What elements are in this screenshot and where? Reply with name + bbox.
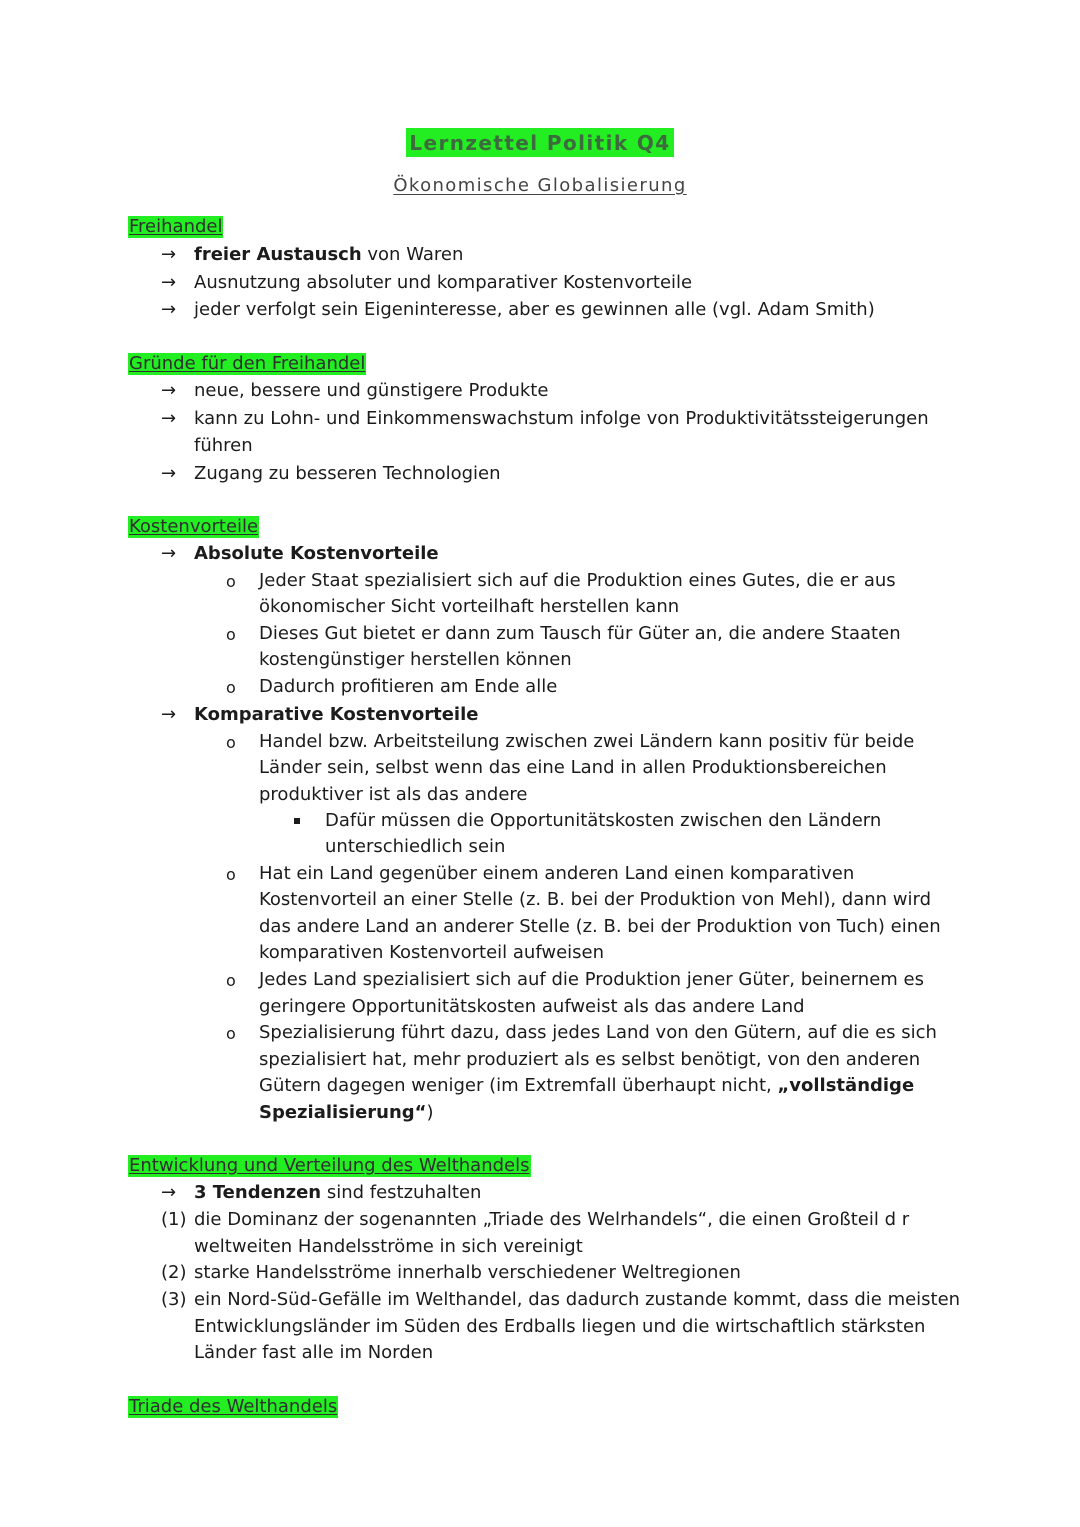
heading-kostenvorteile: Kostenvorteile bbox=[129, 516, 259, 537]
list-item-continued: Kostenvorteil an einer Stelle (z. B. bei der Produktion von Mehl), dann wird bbox=[259, 889, 932, 910]
square-bullet-icon bbox=[294, 818, 300, 824]
heading-gruende: Gründe für den Freihandel bbox=[129, 353, 366, 374]
list-item: freier Austausch von Waren bbox=[194, 244, 464, 265]
list-number: (3) bbox=[161, 1289, 187, 1310]
circle-bullet-icon: o bbox=[226, 678, 236, 697]
list-item: kann zu Lohn- und Einkommenswachstum infolge von Produktivitätssteigerungen bbox=[194, 408, 929, 429]
list-item: Spezialisierung führt dazu, dass jedes Land von den Gütern, auf die es sich bbox=[259, 1022, 937, 1043]
heading-freihandel: Freihandel bbox=[129, 216, 223, 237]
list-item-continued: Länder sein, selbst wenn das eine Land in allen Produktionsbereichen bbox=[259, 757, 887, 778]
list-item: Zugang zu besseren Technologien bbox=[194, 463, 501, 484]
page-title: Lernzettel Politik Q4 bbox=[406, 128, 673, 157]
arrow-icon: → bbox=[161, 704, 177, 725]
numbered-item: starke Handelsströme innerhalb verschiedener Weltregionen bbox=[194, 1262, 741, 1283]
circle-bullet-icon: o bbox=[226, 865, 236, 884]
sub-list-item-continued: unterschiedlich sein bbox=[325, 836, 506, 857]
list-item: Dieses Gut bietet er dann zum Tausch für Güter an, die andere Staaten bbox=[259, 623, 901, 644]
circle-bullet-icon: o bbox=[226, 572, 236, 591]
list-item: Dadurch profitieren am Ende alle bbox=[259, 676, 558, 697]
sub-list-item: Dafür müssen die Opportunitätskosten zwischen den Ländern bbox=[325, 810, 882, 831]
circle-bullet-icon: o bbox=[226, 971, 236, 990]
list-item: Hat ein Land gegenüber einem anderen Land einen komparativen bbox=[259, 863, 855, 884]
list-item-continued: komparativen Kostenvorteil aufweisen bbox=[259, 942, 605, 963]
heading-entwicklung: Entwicklung und Verteilung des Welthandels bbox=[129, 1155, 530, 1176]
list-item-continued: ökonomischer Sicht vorteilhaft herstellen kann bbox=[259, 596, 680, 617]
subheading-absolute: Absolute Kostenvorteile bbox=[194, 543, 439, 564]
list-item: Ausnutzung absoluter und komparativer Kostenvorteile bbox=[194, 272, 693, 293]
numbered-item-continued: Entwicklungsländer im Süden des Erdballs liegen und die wirtschaftlich stärksten bbox=[194, 1316, 926, 1337]
circle-bullet-icon: o bbox=[226, 1024, 236, 1043]
list-item: 3 Tendenzen sind festzuhalten bbox=[194, 1182, 482, 1203]
arrow-icon: → bbox=[161, 272, 177, 293]
arrow-icon: → bbox=[161, 299, 177, 320]
arrow-icon: → bbox=[161, 543, 177, 564]
arrow-icon: → bbox=[161, 408, 177, 429]
list-item-continued: geringere Opportunitätskosten aufweist als das andere Land bbox=[259, 996, 805, 1017]
list-item-continued: spezialisiert hat, mehr produziert als es selbst benötigt, von den anderen bbox=[259, 1049, 921, 1070]
numbered-item-continued: Länder fast alle im Norden bbox=[194, 1342, 434, 1363]
list-item-continued: Gütern dagegen weniger (im Extremfall überhaupt nicht, „vollständige bbox=[259, 1075, 915, 1096]
circle-bullet-icon: o bbox=[226, 625, 236, 644]
circle-bullet-icon: o bbox=[226, 733, 236, 752]
arrow-icon: → bbox=[161, 463, 177, 484]
list-item-continued: Spezialisierung“) bbox=[259, 1102, 434, 1123]
numbered-item: ein Nord-Süd-Gefälle im Welthandel, das dadurch zustande kommt, dass die meisten bbox=[194, 1289, 961, 1310]
list-item: jeder verfolgt sein Eigeninteresse, aber es gewinnen alle (vgl. Adam Smith) bbox=[194, 299, 875, 320]
list-item: neue, bessere und günstigere Produkte bbox=[194, 380, 549, 401]
subheading-komparative: Komparative Kostenvorteile bbox=[194, 704, 479, 725]
arrow-icon: → bbox=[161, 244, 177, 265]
list-item: Handel bzw. Arbeitsteilung zwischen zwei Ländern kann positiv für beide bbox=[259, 731, 915, 752]
list-item-continued: kostengünstiger herstellen können bbox=[259, 649, 572, 670]
list-number: (2) bbox=[161, 1262, 187, 1283]
list-item: Jeder Staat spezialisiert sich auf die Produktion eines Gutes, die er aus bbox=[259, 570, 896, 591]
heading-triade: Triade des Welthandels bbox=[129, 1396, 338, 1417]
arrow-icon: → bbox=[161, 380, 177, 401]
list-item: Jedes Land spezialisiert sich auf die Produktion jener Güter, beinernem es bbox=[259, 969, 924, 990]
list-item-continued: das andere Land an anderer Stelle (z. B. bei der Produktion von Tuch) einen bbox=[259, 916, 941, 937]
numbered-item-continued: weltweiten Handelsströme in sich vereinigt bbox=[194, 1236, 583, 1257]
arrow-icon: → bbox=[161, 1182, 177, 1203]
list-number: (1) bbox=[161, 1209, 187, 1230]
numbered-item: die Dominanz der sogenannten „Triade des Welrhandels“, die einen Großteil d r bbox=[194, 1209, 910, 1230]
page-subtitle: Ökonomische Globalisierung bbox=[393, 175, 687, 196]
list-item-continued: führen bbox=[194, 435, 253, 456]
list-item-continued: produktiver ist als das andere bbox=[259, 784, 528, 805]
